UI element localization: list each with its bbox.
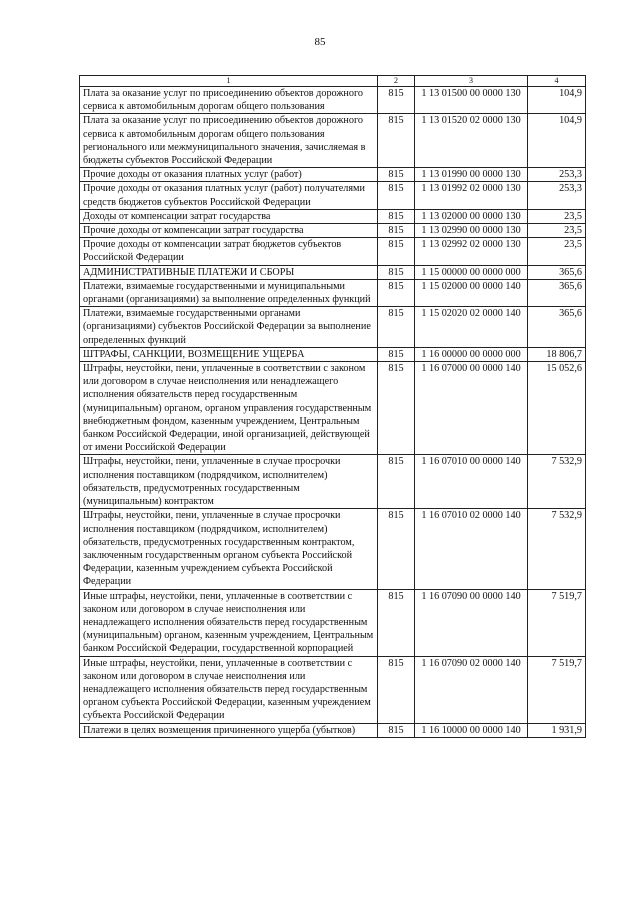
row-name: Штрафы, неустойки, пени, уплаченные в соответствии с законом или договором в случае неисполнения или ненадлежащего исполнения обязательств перед государственным (муниципальным) органом, органом управления государственным внебюджетным фондом, казенным учреждением, Центральным банком Российской Федерации, иной организацией, действующей от имени Российской Федерации [80,362,378,455]
row-classification-code: 1 13 01500 00 0000 130 [415,87,528,114]
row-classification-code: 1 16 07010 00 0000 140 [415,455,528,509]
row-name: Прочие доходы от оказания платных услуг (работ) получателями средств бюджетов субъектов Российской Федерации [80,182,378,209]
row-amount: 253,3 [528,182,586,209]
row-classification-code: 1 16 07090 02 0000 140 [415,656,528,723]
page-number: 85 [314,36,326,48]
row-admin-code: 815 [378,307,415,348]
row-classification-code: 1 13 02992 02 0000 130 [415,238,528,265]
row-admin-code: 815 [378,168,415,182]
table-row [80,307,586,348]
table-row [80,114,586,168]
table-row [80,509,586,589]
table-row [80,209,586,223]
row-admin-code: 815 [378,182,415,209]
row-classification-code: 1 13 01990 00 0000 130 [415,168,528,182]
row-classification-code: 1 15 02000 00 0000 140 [415,279,528,306]
table-row [80,723,586,737]
row-admin-code: 815 [378,589,415,656]
row-classification-code: 1 16 00000 00 0000 000 [415,347,528,361]
row-admin-code: 815 [378,265,415,279]
table-row [80,362,586,455]
table-row [80,265,586,279]
table-row [80,224,586,238]
row-admin-code: 815 [378,238,415,265]
row-amount: 365,6 [528,265,586,279]
table-row [80,87,586,114]
column-header-amount: 4 [528,76,586,87]
row-amount: 253,3 [528,168,586,182]
table-row [80,168,586,182]
row-amount: 104,9 [528,87,586,114]
row-classification-code: 1 13 02000 00 0000 130 [415,209,528,223]
row-admin-code: 815 [378,509,415,589]
row-amount: 365,6 [528,307,586,348]
row-admin-code: 815 [378,87,415,114]
row-amount: 15 052,6 [528,362,586,455]
budget-revenue-table [79,75,586,738]
row-name: Прочие доходы от компенсации затрат государства [80,224,378,238]
table-row [80,238,586,265]
column-header-name: 1 [80,76,378,87]
row-amount: 7 532,9 [528,509,586,589]
row-classification-code: 1 16 07090 00 0000 140 [415,589,528,656]
row-admin-code: 815 [378,224,415,238]
row-name: Штрафы, неустойки, пени, уплаченные в случае просрочки исполнения поставщиком (подрядчиком, исполнителем) обязательств, предусмотренных государственным (муниципальным) контрактом [80,455,378,509]
row-classification-code: 1 16 07010 02 0000 140 [415,509,528,589]
row-amount: 23,5 [528,224,586,238]
row-admin-code: 815 [378,723,415,737]
row-name: Платежи, взимаемые государственными органами (организациями) субъектов Российской Федерации за выполнение определенных функций [80,307,378,348]
row-classification-code: 1 13 02990 00 0000 130 [415,224,528,238]
column-header-code: 3 [415,76,528,87]
row-name: ШТРАФЫ, САНКЦИИ, ВОЗМЕЩЕНИЕ УЩЕРБА [80,347,378,361]
row-admin-code: 815 [378,656,415,723]
row-name: Платежи в целях возмещения причиненного ущерба (убытков) [80,723,378,737]
table-row [80,589,586,656]
row-admin-code: 815 [378,209,415,223]
column-header-admin: 2 [378,76,415,87]
row-classification-code: 1 13 01520 02 0000 130 [415,114,528,168]
row-amount: 23,5 [528,209,586,223]
row-amount: 365,6 [528,279,586,306]
row-name: Доходы от компенсации затрат государства [80,209,378,223]
row-name: Плата за оказание услуг по присоединению объектов дорожного сервиса к автомобильным дорогам общего пользования регионального или межмуниципального значения, зачисляемая в бюджеты субъектов Российской Федерации [80,114,378,168]
row-admin-code: 815 [378,455,415,509]
row-admin-code: 815 [378,347,415,361]
row-admin-code: 815 [378,279,415,306]
row-name: Иные штрафы, неустойки, пени, уплаченные в соответствии с законом или договором в случае неисполнения или ненадлежащего исполнения обязательств перед государственным органом субъекта Российской Федерации, казенным учреждением субъекта Российской Федерации [80,656,378,723]
row-admin-code: 815 [378,114,415,168]
table-row [80,279,586,306]
row-name: Иные штрафы, неустойки, пени, уплаченные в соответствии с законом или договором в случае неисполнения или ненадлежащего исполнения обязательств перед государственным (муниципальным) органом, казенным учреждением, Центральным банком Российской Федерации, государственной корпорацией [80,589,378,656]
row-amount: 104,9 [528,114,586,168]
row-name: АДМИНИСТРАТИВНЫЕ ПЛАТЕЖИ И СБОРЫ [80,265,378,279]
table-row [80,347,586,361]
table-header-row [80,76,586,87]
table-row [80,656,586,723]
row-name: Прочие доходы от компенсации затрат бюджетов субъектов Российской Федерации [80,238,378,265]
row-amount: 18 806,7 [528,347,586,361]
row-name: Плата за оказание услуг по присоединению объектов дорожного сервиса к автомобильным дорогам общего пользования [80,87,378,114]
row-classification-code: 1 16 10000 00 0000 140 [415,723,528,737]
row-name: Прочие доходы от оказания платных услуг (работ) [80,168,378,182]
row-amount: 23,5 [528,238,586,265]
row-classification-code: 1 15 00000 00 0000 000 [415,265,528,279]
table-row [80,455,586,509]
row-amount: 7 532,9 [528,455,586,509]
row-amount: 1 931,9 [528,723,586,737]
row-amount: 7 519,7 [528,656,586,723]
row-classification-code: 1 13 01992 02 0000 130 [415,182,528,209]
table-row [80,182,586,209]
row-amount: 7 519,7 [528,589,586,656]
row-classification-code: 1 15 02020 02 0000 140 [415,307,528,348]
row-name: Платежи, взимаемые государственными и муниципальными органами (организациями) за выполнение определенных функций [80,279,378,306]
row-admin-code: 815 [378,362,415,455]
row-name: Штрафы, неустойки, пени, уплаченные в случае просрочки исполнения поставщиком (подрядчиком, исполнителем) обязательств, предусмотренных государственным контрактом, заключенным государственным органом субъекта Российской Федерации, казенным учреждением субъекта Российской Федерации [80,509,378,589]
row-classification-code: 1 16 07000 00 0000 140 [415,362,528,455]
